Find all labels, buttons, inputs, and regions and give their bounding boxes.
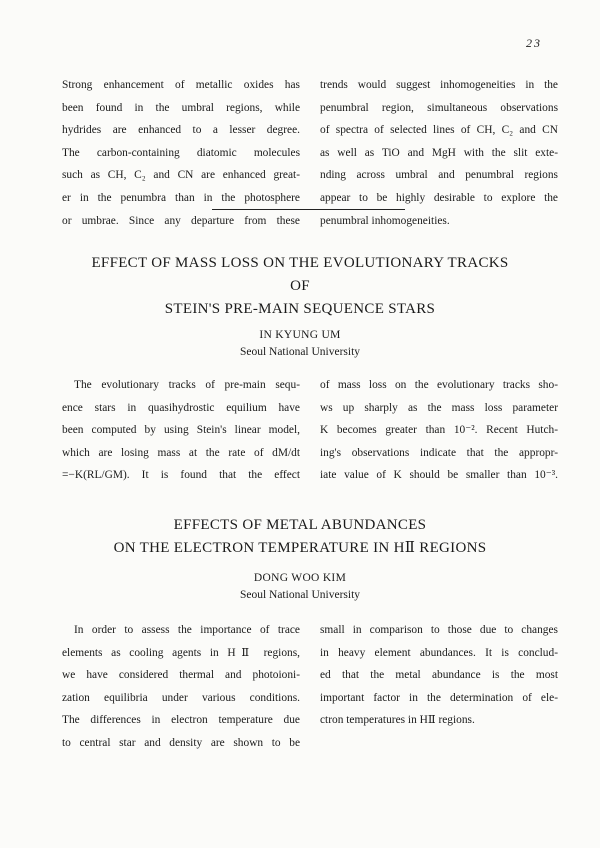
text-line: er in the penumbra than in the photosphere [62,191,300,204]
article2-right-column [320,619,558,755]
text-line: been found in the umbral regions, while [62,101,300,114]
text-line: or umbrae. Since any departure from these [62,214,300,227]
author-affiliation: Seoul National University [239,346,361,358]
text-line: Strong enhancement of metallic oxides has [62,79,300,91]
text-line: =−K(RL/GM). It is found that the effect [62,469,300,482]
text-line: trends would suggest inhomogeneities in the [320,79,558,91]
article2-left-column [62,619,300,755]
text-line: which are losing mass at the rate of dM/dt [62,446,300,459]
text-line: penumbral region, simultaneous observations [320,101,558,114]
text-line: The differences in electron temperature due [62,714,300,727]
text-line: iate value of K should be smaller than 10⁻³. [320,469,558,482]
text-line: The carbon-containing diatomic molecules [62,146,300,159]
page-number: 23 [526,36,542,50]
text-line: small in comparison to those due to changes [320,624,558,636]
article1-byline [0,327,600,361]
text-line: ws up sharply as the mass loss parameter [320,401,558,414]
text-line: nding across umbral and penumbral regions [320,169,558,182]
article1-left-column [62,374,300,487]
text-line: important factor in the determination of ele- [320,691,558,704]
text-line: as well as TiO and MgH with the slit exte- [320,146,558,159]
author-name: IN KYUNG UM [259,329,341,341]
text-line: hydrides are enhanced to a lesser degree. [62,124,300,137]
text-line: penumbral inhomogeneities. [320,214,450,227]
text-line: elements as cooling agents in HⅡ regions, [62,646,300,659]
section-divider [212,209,405,210]
text-line: In order to assess the importance of trace [74,624,300,636]
article2-byline [0,570,600,604]
text-line: to central star and density are shown to be [62,736,300,749]
text-line: ctron temperatures in HⅡ regions. [320,714,475,727]
title-line: STEIN'S PRE-MAIN SEQUENCE STARS [164,301,436,317]
text-line: K becomes greater than 10⁻². Recent Hutch- [320,424,558,437]
title-line: EFFECTS OF METAL ABUNDANCES [173,517,427,533]
author-name: DONG WOO KIM [253,572,347,584]
author-affiliation: Seoul National University [239,589,361,601]
title-line: EFFECT OF MASS LOSS ON THE EVOLUTIONARY TRACKS [91,255,509,271]
text-line: appear to be highly desirable to explore the [320,191,558,204]
text-line: such as CH, C₂ and CN are enhanced great- [62,169,300,182]
title-line: OF [290,278,310,294]
text-line: of spectra of selected lines of CH, C₂ and CN [320,124,558,137]
text-line: of mass loss on the evolutionary tracks sho- [320,379,558,391]
article2-title [0,514,600,560]
title-line: ON THE ELECTRON TEMPERATURE IN HⅡ REGIONS [113,540,487,556]
article1-abstract [62,374,558,487]
text-line: ed that the metal abundance is the most [320,669,558,682]
text-line: zation equilibria under various conditions. [62,691,300,704]
text-line: we have considered thermal and photoioni- [62,669,300,682]
article1-title [0,252,600,321]
text-line: ence stars in quasihydrostic equilium have [62,401,300,414]
text-line: in heavy element abundances. It is conclud- [320,646,558,659]
text-line: been computed by using Stein's linear model, [62,424,300,437]
text-line: ing's observations indicate that the appropr- [320,446,558,459]
article2-abstract [62,619,558,755]
text-line: The evolutionary tracks of pre-main sequ- [74,379,300,391]
article1-right-column [320,374,558,487]
